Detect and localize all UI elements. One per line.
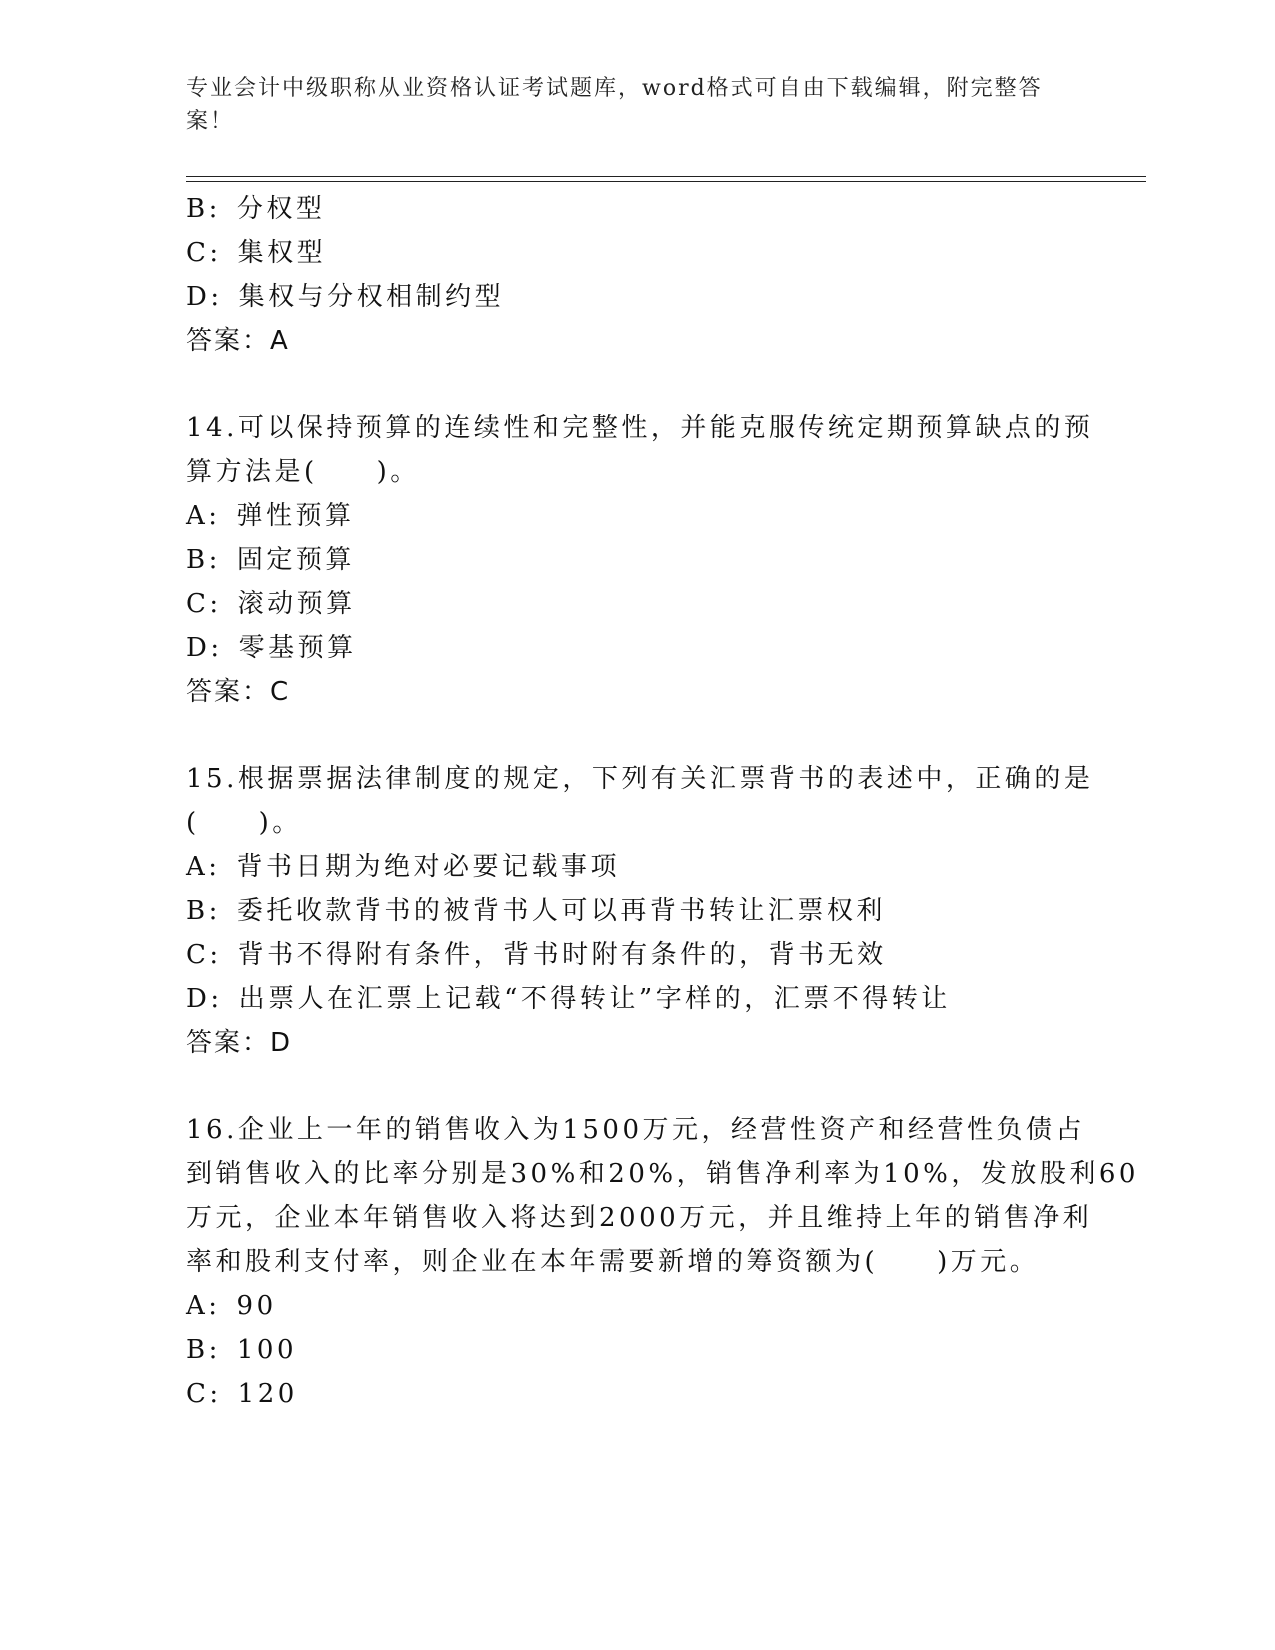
answer-q14: 答案：C <box>186 677 291 707</box>
option-d <box>186 274 1086 320</box>
option-letter: D: <box>186 984 223 1014</box>
option-c <box>186 932 1086 978</box>
option-letter: C: <box>186 589 222 619</box>
option-b <box>186 186 1086 232</box>
header-rule-top <box>186 176 1146 177</box>
option-letter: A: <box>186 1291 221 1321</box>
header-rule-bottom <box>186 181 1146 182</box>
option-b <box>186 1327 1086 1373</box>
option-text: 120 <box>237 1379 298 1409</box>
option-a <box>186 1283 1086 1329</box>
option-text: 滚动预算 <box>237 589 356 619</box>
option-letter: A: <box>186 501 221 531</box>
option-text: 背书不得附有条件，背书时附有条件的，背书无效 <box>237 940 887 970</box>
option-text: 委托收款背书的被背书人可以再背书转让汇票权利 <box>236 896 886 926</box>
option-text: 90 <box>236 1291 277 1321</box>
option-letter: C: <box>186 238 222 268</box>
option-a <box>186 844 1086 890</box>
option-b <box>186 888 1086 934</box>
option-d <box>186 976 1086 1022</box>
answer-q15: 答案：D <box>186 1028 293 1058</box>
option-text: 背书日期为绝对必要记载事项 <box>236 852 621 882</box>
question-15-stem: 15.根据票据法律制度的规定，下列有关汇票背书的表述中，正确的是 <box>186 764 1094 794</box>
option-letter: C: <box>186 940 222 970</box>
question-15-stem-cont: ( )。 <box>186 808 302 838</box>
option-text: 集权型 <box>237 238 327 268</box>
option-letter: D: <box>186 633 223 663</box>
question-14-stem-cont: 算方法是( )。 <box>186 457 420 487</box>
question-16-stem-cont: 到销售收入的比率分别是30%和20%，销售净利率为10%，发放股利60 <box>186 1159 1139 1189</box>
option-letter: A: <box>186 852 221 882</box>
option-letter: B: <box>186 896 221 926</box>
option-text: 100 <box>236 1335 298 1365</box>
option-c <box>186 230 1086 276</box>
question-16-stem: 16.企业上一年的销售收入为1500万元，经营性资产和经营性负债占 <box>186 1115 1086 1145</box>
option-letter: B: <box>186 1335 221 1365</box>
answer-q13: 答案：A <box>186 326 290 356</box>
question-16-stem-cont: 万元，企业本年销售收入将达到2000万元，并且维持上年的销售净利 <box>186 1203 1093 1233</box>
option-letter: B: <box>186 194 221 224</box>
option-d <box>186 625 1086 671</box>
option-a <box>186 493 1086 539</box>
question-16-stem-cont: 率和股利支付率，则企业在本年需要新增的筹资额为( )万元。 <box>186 1247 1040 1277</box>
option-c <box>186 581 1086 627</box>
option-text: 分权型 <box>236 194 326 224</box>
option-text: 出票人在汇票上记载“不得转让”字样的，汇票不得转让 <box>238 984 951 1014</box>
option-letter: D: <box>186 282 223 312</box>
question-14-stem: 14.可以保持预算的连续性和完整性，并能克服传统定期预算缺点的预 <box>186 413 1094 443</box>
option-text: 弹性预算 <box>236 501 355 531</box>
option-letter: B: <box>186 545 221 575</box>
option-text: 零基预算 <box>238 633 357 663</box>
option-text: 集权与分权相制约型 <box>238 282 505 312</box>
option-letter: C: <box>186 1379 222 1409</box>
document-header: 专业会计中级职称从业资格认证考试题库，word格式可自由下载编辑，附完整答案！ <box>186 76 1043 134</box>
option-text: 固定预算 <box>236 545 355 575</box>
option-c <box>186 1371 1086 1417</box>
option-b <box>186 537 1086 583</box>
